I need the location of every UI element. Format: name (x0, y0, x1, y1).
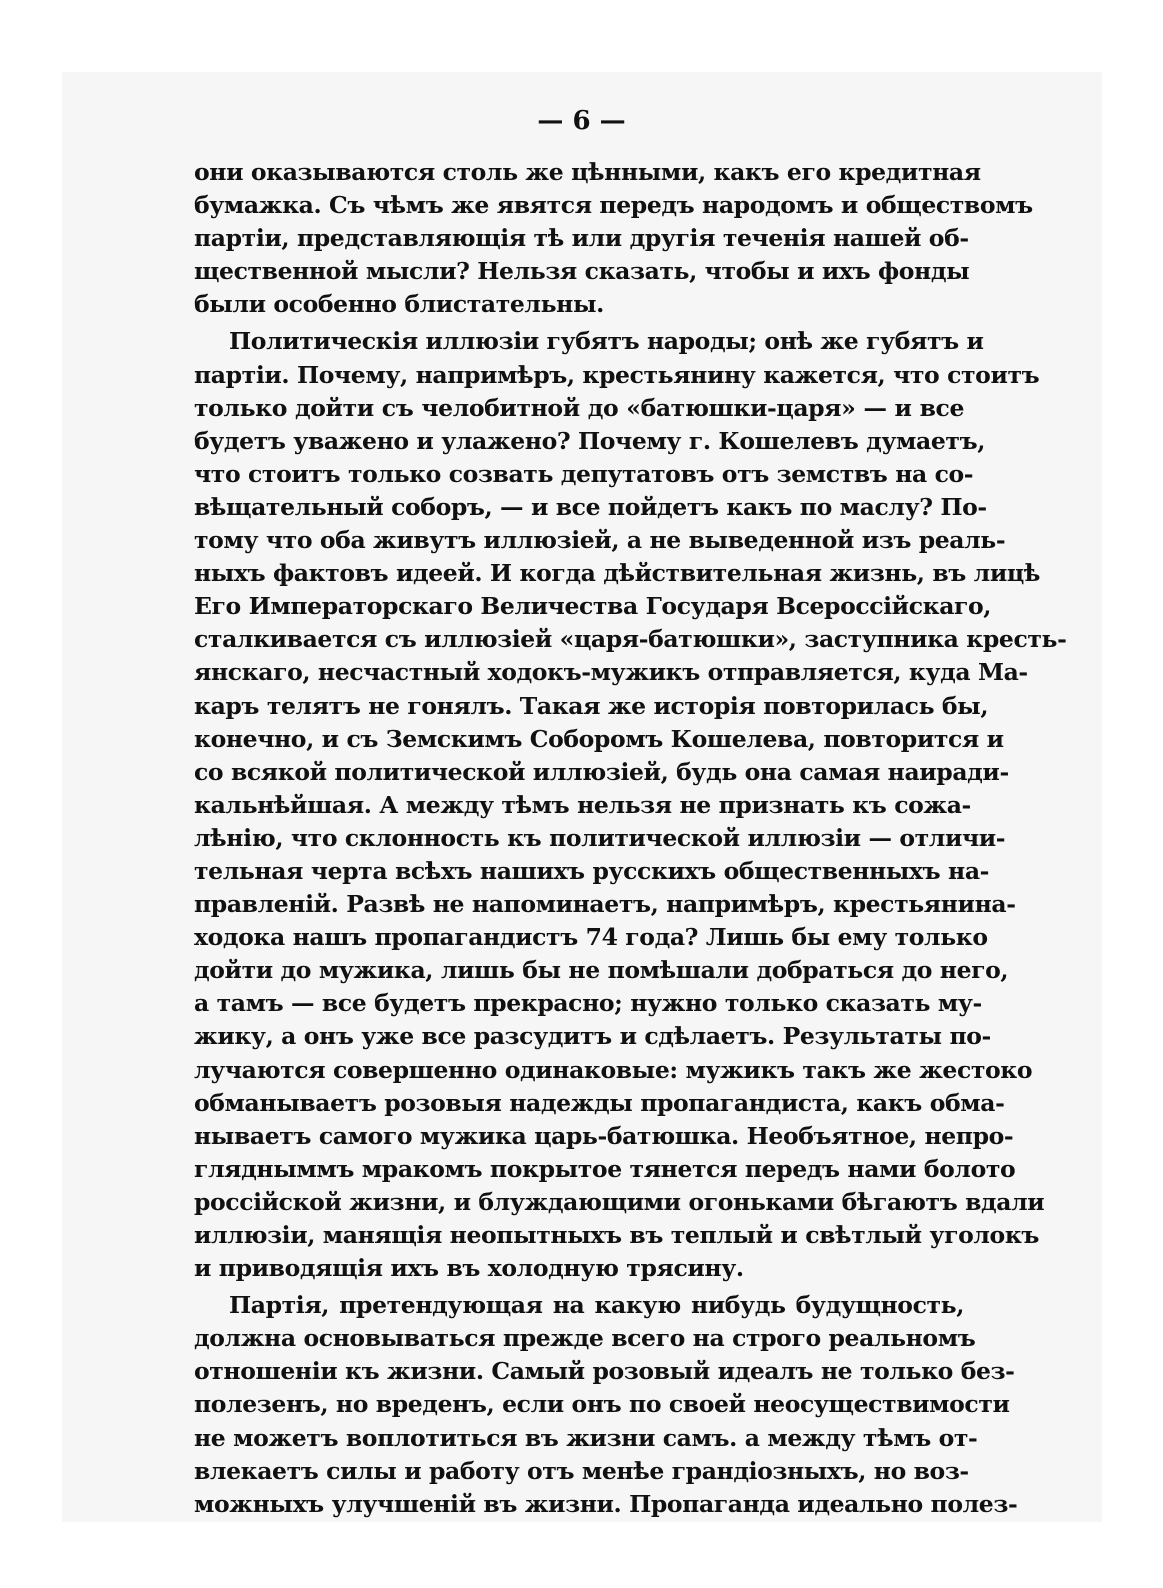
text-line: влекаетъ силы и работу отъ менѣе грандіозныхъ, но воз- (194, 1456, 969, 1485)
text-line: обманываетъ розовыя надежды пропагандиста, какъ обма- (194, 1088, 1005, 1117)
text-line: сталкивается съ иллюзіей «царя-батюшки», заступника кресть- (194, 625, 1067, 654)
text-line: вѣщательный соборъ, — и все пойдетъ какъ по маслу? По- (194, 492, 987, 521)
text-line: бумажка. Съ чѣмъ же явятся передъ народомъ и обществомъ (194, 191, 1033, 220)
text-line: можныхъ улучшеній въ жизни. Пропаганда идеально полез- (194, 1489, 1018, 1518)
text-line: жику, а онъ уже все разсудитъ и сдѣлаетъ. Результаты по- (194, 1022, 991, 1051)
text-line: тельная черта всѣхъ нашихъ русскихъ общественныхъ на- (194, 856, 990, 885)
text-line: они оказываются столь же цѣнными, какъ его кредитная (194, 158, 981, 186)
text-line: ходока нашъ пропагандистъ 74 года? Лишь бы ему только (194, 923, 988, 952)
text-line: глядныммъ мракомъ покрытое тянется передъ нами болото (194, 1154, 1016, 1183)
text-line: а тамъ — все будетъ прекрасно; нужно только сказать му- (194, 989, 982, 1018)
text-line: россійской жизни, и блуждающими огоньками бѣгаютъ вдали (194, 1187, 1045, 1216)
text-line: каръ телятъ не гонялъ. Такая же исторія повторилась бы, (194, 691, 989, 720)
text-line: должна основываться прежде всего на строго реальномъ (194, 1324, 976, 1353)
text-line: лѣнію, что склонность къ политической иллюзіи — отличи- (194, 823, 1006, 852)
text-line: янскаго, несчастный ходокъ-мужикъ отправляется, куда Ма- (194, 658, 1028, 687)
text-line: тому что оба живутъ иллюзіей, а не выведенной изъ реаль- (194, 526, 1006, 555)
text-line: лучаются совершенно одинаковые: мужикъ такъ же жестоко (194, 1055, 1033, 1084)
text-line: только дойти съ челобитной до «батюшки-царя» — и все (194, 393, 964, 422)
text-line: иллюзіи, манящія неопытныхъ въ теплый и свѣтлый уголокъ (194, 1221, 1040, 1249)
body-text (194, 156, 1067, 1521)
text-line: щественной мысли? Нельзя сказать, чтобы и ихъ фонды (194, 257, 970, 286)
paragraph (194, 156, 1033, 321)
text-line: были особенно блистательны. (194, 290, 604, 319)
text-line: дойти до мужика, лишь бы не помѣшали добраться до него, (194, 956, 1009, 985)
text-line: Политическія иллюзіи губятъ народы; онѣ же губятъ и (229, 327, 984, 356)
text-line: что стоитъ только созвать депутатовъ отъ земствъ на со- (194, 459, 974, 488)
text-line: партіи. Почему, напримѣръ, крестьянину кажется, что стоитъ (194, 360, 1040, 389)
paragraph (194, 325, 1067, 1285)
text-line: правленій. Развѣ не напоминаетъ, напримѣръ, крестьянина- (194, 890, 1016, 919)
text-line: со всякой политической иллюзіей, будь она самая наиради- (194, 757, 1009, 786)
text-line: нываетъ самого мужика царь-батюшка. Необъятное, непро- (194, 1121, 1014, 1150)
text-line: и приводящія ихъ въ холодную трясину. (194, 1254, 744, 1283)
text-line: кальнѣйшая. А между тѣмъ нельзя не признать къ сожа- (194, 790, 971, 819)
text-line: отношеніи къ жизни. Самый розовый идеалъ не только без- (194, 1357, 1015, 1386)
page-number: — 6 — (537, 106, 626, 136)
paragraph (194, 1289, 1018, 1521)
text-line: Партія, претендующая на какую нибудь будущность, (229, 1291, 964, 1320)
text-line: партіи, представляющія тѣ или другія теченія нашей об- (194, 224, 969, 253)
text-line: будетъ уважено и улажено? Почему г. Кошелевъ думаетъ, (194, 426, 985, 455)
text-line: Его Императорскаго Величества Государя Всероссійскаго, (194, 592, 992, 621)
text-line: конечно, и съ Земскимъ Соборомъ Кошелева, повторится и (194, 724, 1004, 753)
text-line: не можетъ воплотиться въ жизни самъ. а между тѣмъ от- (194, 1423, 978, 1452)
text-line: полезенъ, но вреденъ, если онъ по своей неосуществимости (194, 1390, 1010, 1419)
text-line: ныхъ фактовъ идеей. И когда дѣйствительная жизнь, въ лицѣ (194, 559, 1040, 588)
